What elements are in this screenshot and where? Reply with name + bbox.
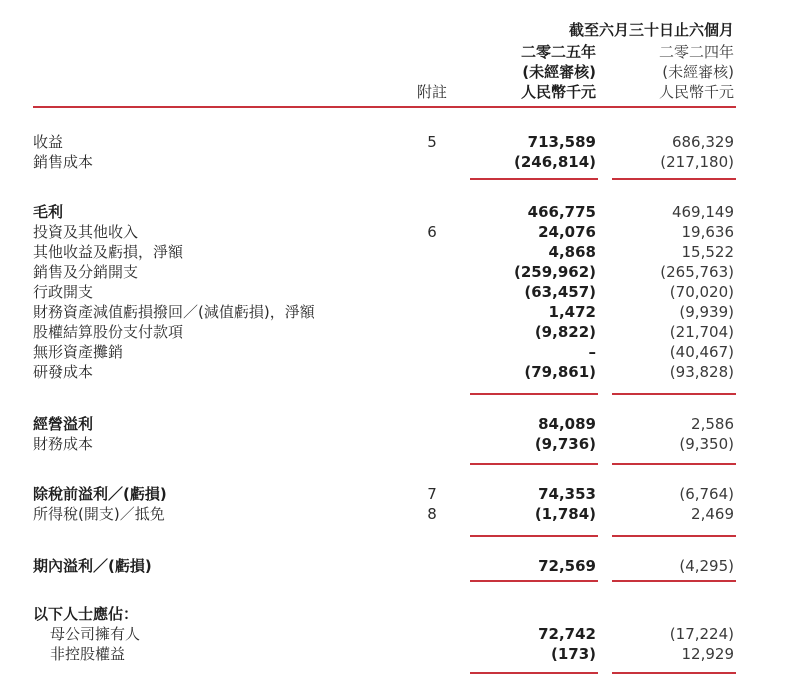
row-value-2024: 2,586 (691, 415, 734, 433)
row-value-2024: (217,180) (660, 153, 734, 171)
row-value-2024: (9,939) (679, 303, 734, 321)
row-value-2024: 686,329 (671, 133, 734, 151)
row-value-2025: (9,736) (534, 435, 596, 453)
row-value-2025: 1,472 (548, 303, 596, 321)
row-value-2025: 72,742 (538, 625, 596, 643)
rule-2024-1 (612, 178, 736, 180)
row-value-2024: (93,828) (669, 363, 734, 381)
row-value-2025: 713,589 (527, 133, 596, 151)
row-label: 銷售成本 (33, 153, 94, 171)
header-rule (33, 106, 736, 108)
row-label: 毛利 (33, 203, 64, 221)
col-2024-year: 二零二四年 (658, 43, 734, 61)
rule-2025-3 (470, 463, 598, 465)
period-header: 截至六月三十日止六個月 (568, 21, 734, 39)
row-note: 8 (427, 505, 437, 523)
row-label: 銷售及分銷開支 (33, 263, 139, 281)
row-value-2024: 2,469 (691, 505, 734, 523)
rule-2024-3 (612, 463, 736, 465)
rule-2025-2 (470, 393, 598, 395)
rule-2024-4 (612, 535, 736, 537)
row-value-2025: (1,784) (534, 505, 596, 523)
row-value-2024: (21,704) (669, 323, 734, 341)
row-label: 財務成本 (33, 435, 94, 453)
col-2024-unit: 人民幣千元 (658, 83, 734, 101)
row-value-2025: (259,962) (513, 263, 596, 281)
row-label: 以下人士應佔： (33, 605, 139, 623)
row-value-2024: 19,636 (681, 223, 734, 241)
row-value-2024: (40,467) (669, 343, 734, 361)
row-label: 收益 (33, 133, 64, 151)
rule-2024-6 (612, 672, 736, 674)
row-value-2025: 84,089 (538, 415, 596, 433)
row-value-2025: – (588, 343, 596, 361)
row-label: 其他收益及虧損，淨額 (33, 243, 184, 261)
col-2025-unit: 人民幣千元 (520, 83, 596, 101)
row-label: 股權結算股份支付款項 (33, 323, 184, 341)
row-label: 投資及其他收入 (33, 223, 139, 241)
row-value-2025: (246,814) (513, 153, 596, 171)
row-label: 無形資產攤銷 (33, 343, 124, 361)
row-value-2024: 12,929 (681, 645, 734, 663)
row-value-2024: (17,224) (669, 625, 734, 643)
row-value-2025: 466,775 (527, 203, 596, 221)
row-value-2025: 24,076 (538, 223, 596, 241)
rule-2025-4 (470, 535, 598, 537)
row-label: 行政開支 (33, 283, 94, 301)
row-value-2024: (9,350) (679, 435, 734, 453)
row-value-2025: (9,822) (534, 323, 596, 341)
row-value-2025: 74,353 (538, 485, 596, 503)
row-value-2024: (70,020) (669, 283, 734, 301)
col-2025-year: 二零二五年 (520, 43, 596, 61)
row-value-2025: (63,457) (524, 283, 596, 301)
rule-2025-5 (470, 580, 598, 582)
row-label: 財務資產減值虧損撥回／(減值虧損)，淨額 (33, 303, 315, 321)
rule-2024-2 (612, 393, 736, 395)
row-label: 所得稅(開支)／抵免 (33, 505, 165, 523)
col-2024-audit: (未經審核) (662, 63, 734, 81)
row-label: 母公司擁有人 (50, 625, 141, 643)
rule-2024-5 (612, 580, 736, 582)
row-value-2024: 15,522 (681, 243, 734, 261)
row-note: 7 (427, 485, 437, 503)
row-value-2024: (4,295) (679, 557, 734, 575)
row-value-2025: 72,569 (538, 557, 596, 575)
row-label: 研發成本 (33, 363, 94, 381)
row-value-2024: 469,149 (671, 203, 734, 221)
row-note: 6 (427, 223, 437, 241)
row-note: 5 (427, 133, 437, 151)
rule-2025-6 (470, 672, 598, 674)
row-label: 非控股權益 (50, 645, 126, 663)
row-value-2025: 4,868 (548, 243, 596, 261)
col-2025-audit: (未經審核) (522, 63, 596, 81)
row-value-2025: (173) (550, 645, 596, 663)
rule-2025-1 (470, 178, 598, 180)
note-header: 附註 (416, 83, 447, 101)
row-value-2025: (79,861) (524, 363, 596, 381)
row-label: 期內溢利／(虧損) (33, 557, 152, 575)
row-value-2024: (6,764) (679, 485, 734, 503)
row-value-2024: (265,763) (660, 263, 734, 281)
row-label: 經營溢利 (33, 415, 94, 433)
row-label: 除稅前溢利／(虧損) (33, 485, 167, 503)
